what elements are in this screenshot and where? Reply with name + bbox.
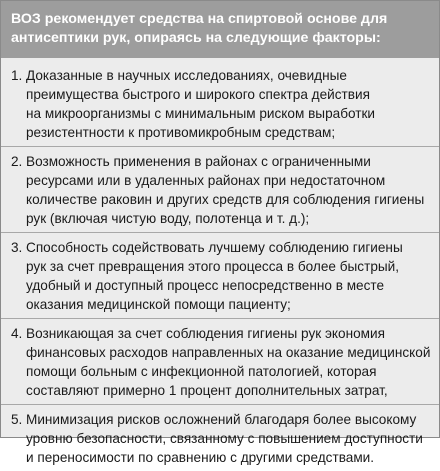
- item-line: оказания медицинской помощи пациенту;: [26, 297, 291, 312]
- box-header: [1, 1, 439, 58]
- item-line: количестве раковин и других средств для соблюдения гигиены: [26, 192, 425, 207]
- factor-list: [1, 58, 439, 471]
- item-line: рук за счет превращения этого процесса в более быстрый,: [26, 259, 400, 274]
- item-line: рук (включая чистую воду, полотенца и т. д.);: [26, 211, 310, 226]
- item-number: 1.: [11, 68, 23, 83]
- item-line: финансовых расходов направленных на оказание медицинской: [26, 345, 431, 360]
- item-line: ресурсами или в удаленных районах при недостаточном: [26, 173, 386, 188]
- header-line: ВОЗ рекомендует средства на спиртовой основе для: [11, 11, 388, 27]
- item-line: Способность содействовать лучшему соблюдению гигиены: [26, 240, 403, 255]
- item-line: Возможность применения в районах с ограниченными: [26, 154, 371, 169]
- list-item: [1, 405, 439, 471]
- list-item: [1, 319, 439, 404]
- item-line: составляют примерно 1 процент дополнительных затрат,: [26, 383, 388, 398]
- item-line: Доказанные в научных исследованиях, очевидные: [26, 68, 347, 83]
- item-line: резистентности к противомикробным средствам;: [26, 125, 336, 140]
- list-item: [1, 233, 439, 318]
- list-item: [1, 147, 439, 232]
- item-line: преимущества быстрого и широкого спектра действия: [26, 87, 370, 102]
- item-line: уровню безопасности, связанному с повышением доступности: [26, 431, 423, 446]
- item-line: на микроорганизмы с минимальным риском выработки: [26, 106, 376, 121]
- item-line: удобный и доступный процесс непосредственно в месте: [26, 278, 385, 293]
- item-number: 3.: [11, 240, 23, 255]
- item-line: помощи больным с инфекционной патологией, которая: [26, 364, 377, 379]
- item-line: Возникающая за счет соблюдения гигиены рук экономия: [26, 326, 385, 341]
- list-item: [1, 58, 439, 146]
- item-number: 2.: [11, 154, 23, 169]
- item-number: 5.: [11, 412, 23, 427]
- header-line: антисептики рук, опираясь на следующие факторы:: [11, 30, 381, 46]
- item-line: Минимизация рисков осложнений благодаря более высокому: [26, 412, 417, 427]
- item-line: и переносимости по сравнению с другими средствами.: [26, 450, 375, 465]
- item-number: 4.: [11, 326, 23, 341]
